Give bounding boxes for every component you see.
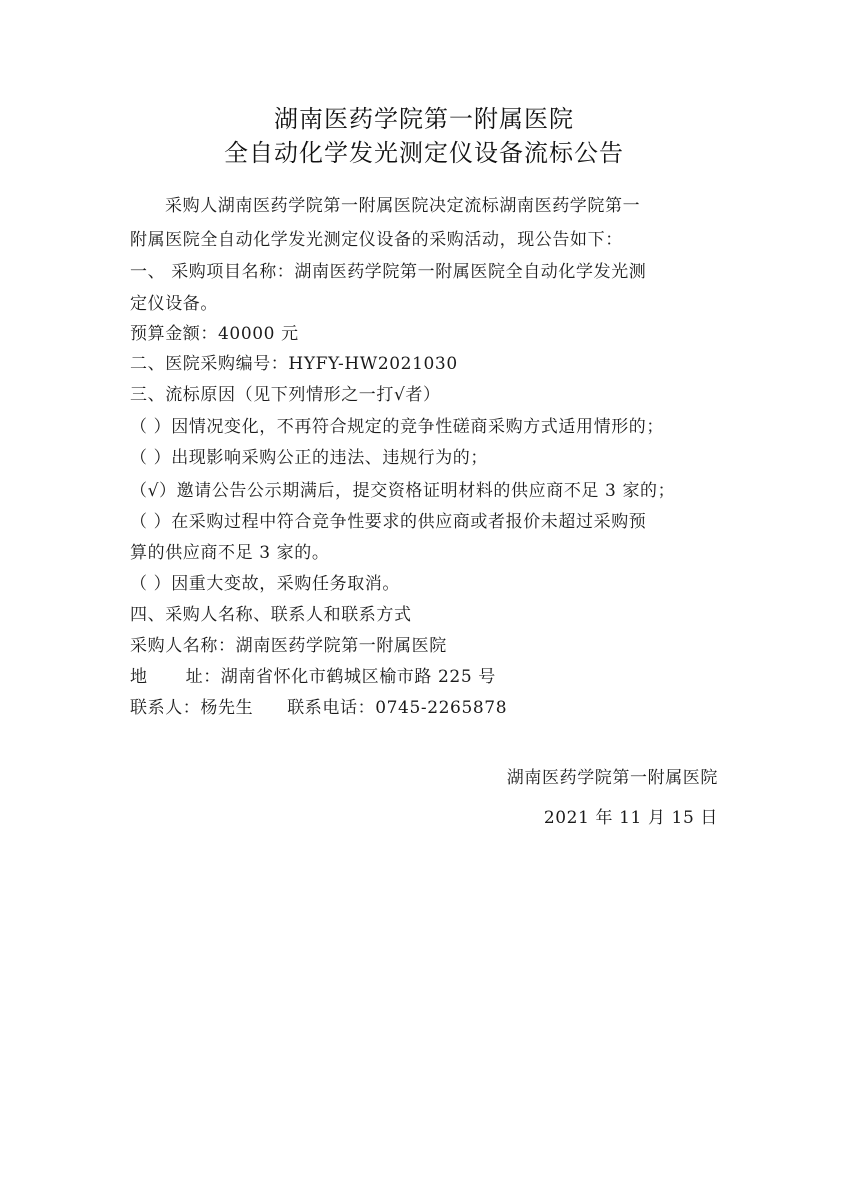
reason-3-checked: （√）邀请公告公示期满后，提交资格证明材料的供应商不足 3 家的； — [130, 481, 676, 501]
budget-amount: 预算金额：40000 元 — [130, 324, 299, 344]
address-line — [130, 665, 496, 689]
section-4-heading: 四、采购人名称、联系人和联系方式 — [130, 605, 412, 625]
purchaser-name: 采购人名称：湖南医药学院第一附属医院 — [130, 636, 447, 656]
signature-organization: 湖南医药学院第一附属医院 — [506, 768, 718, 788]
address-label-a: 地 — [130, 667, 148, 687]
address-label-b: 址：湖南省怀化市鹤城区榆市路 225 号 — [185, 667, 496, 687]
reason-1: （ ）因情况变化，不再符合规定的竞争性磋商采购方式适用情形的； — [130, 417, 665, 437]
reason-4-line2: 算的供应商不足 3 家的。 — [130, 543, 330, 563]
section-1-line2: 定仪设备。 — [130, 294, 218, 314]
reason-5: （ ）因重大变故，采购任务取消。 — [130, 574, 401, 594]
reason-2: （ ）出现影响采购公正的违法、违规行为的； — [130, 448, 489, 468]
signature-date: 2021 年 11 月 15 日 — [543, 808, 718, 828]
reason-4-line1: （ ）在采购过程中符合竞争性要求的供应商或者报价未超过采购预 — [130, 512, 647, 532]
intro-paragraph-line2: 附属医院全自动化学发光测定仪设备的采购活动，现公告如下： — [130, 230, 623, 250]
contact-person: 联系人：杨先生 — [130, 698, 254, 718]
contact-phone: 联系电话：0745-2265878 — [287, 698, 508, 718]
section-1-line1: 一、 采购项目名称：湖南医药学院第一附属医院全自动化学发光测 — [130, 262, 647, 282]
document-title-line1: 湖南医药学院第一附属医院 — [274, 105, 574, 133]
document-title-line2: 全自动化学发光测定仪设备流标公告 — [224, 139, 624, 167]
intro-paragraph-line1: 采购人湖南医药学院第一附属医院决定流标湖南医药学院第一 — [165, 196, 641, 216]
contact-line — [130, 696, 507, 720]
section-3-heading: 三、流标原因（见下列情形之一打√者） — [130, 385, 441, 405]
section-2-procurement-number: 二、医院采购编号：HYFY-HW2021030 — [130, 354, 458, 374]
